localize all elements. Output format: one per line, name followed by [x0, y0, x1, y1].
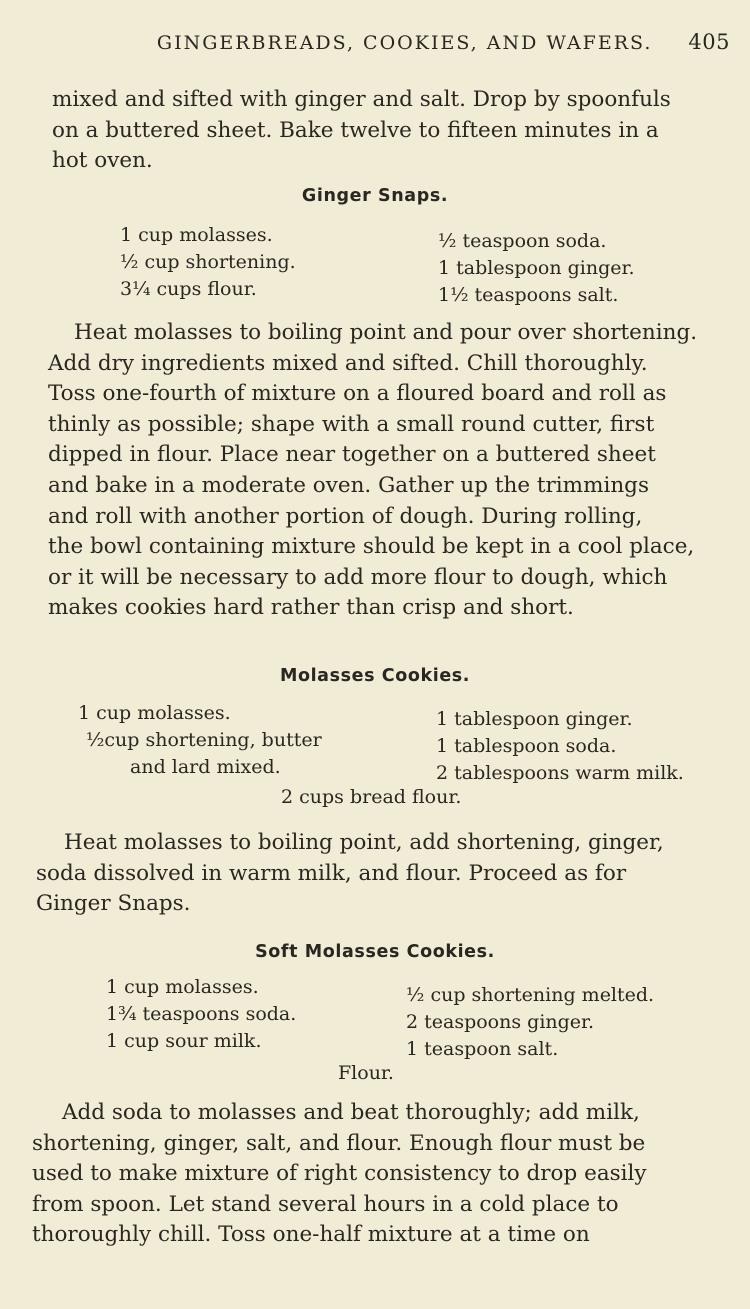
chapter-title: GINGERBREADS, COOKIES, AND WAFERS. — [156, 32, 653, 54]
ingredient: 1 cup molasses. — [120, 224, 273, 246]
text-line: makes cookies hard rather than crisp and short. — [48, 595, 574, 621]
recipe-heading-ginger-snaps: Ginger Snaps. — [301, 186, 449, 206]
method-soft-molasses-cookies — [32, 1098, 708, 1251]
text-line: mixed and sifted with ginger and salt. Drop by spoonfuls — [52, 87, 671, 112]
ingredients-left — [120, 222, 296, 303]
ingredient: 3¼ cups flour. — [120, 278, 257, 300]
ingredient: 1 tablespoon ginger. — [438, 257, 635, 279]
recipe-heading-molasses-cookies: Molasses Cookies. — [279, 666, 471, 686]
text-line: Add dry ingredients mixed and sifted. Chill thoroughly. — [48, 350, 648, 376]
text-line: the bowl containing mixture should be kept in a cool place, — [48, 534, 695, 560]
ingredient: 1½ teaspoons salt. — [438, 284, 619, 306]
ingredients-right — [406, 982, 654, 1063]
ingredient: ½ cup shortening. — [120, 251, 296, 273]
ingredients-right — [436, 706, 684, 787]
ingredient: ½ teaspoon soda. — [438, 230, 607, 252]
ingredient: 1 teaspoon salt. — [406, 1038, 559, 1060]
ingredient: 1 tablespoon soda. — [436, 735, 617, 757]
ingredient: and lard mixed. — [130, 756, 281, 778]
text-line: Heat molasses to boiling point and pour over shortening. — [74, 320, 698, 345]
ingredient: 1¾ teaspoons soda. — [106, 1003, 297, 1025]
intro-paragraph — [52, 85, 728, 177]
ingredient: 1 cup sour milk. — [106, 1030, 262, 1052]
text-line: shortening, ginger, salt, and flour. Enough flour must be — [32, 1130, 646, 1156]
text-line: thoroughly chill. Toss one-half mixture at a time on — [32, 1222, 590, 1248]
text-line: soda dissolved in warm milk, and flour. Proceed as for — [36, 860, 627, 886]
method-molasses-cookies — [36, 828, 712, 920]
method-ginger-snaps — [48, 318, 728, 624]
ingredient: 1 tablespoon ginger. — [436, 708, 633, 730]
ingredient: 2 tablespoons warm milk. — [436, 762, 684, 784]
recipe-heading-soft-molasses-cookies: Soft Molasses Cookies. — [255, 942, 495, 962]
text-line: hot oven. — [52, 148, 153, 174]
text-line: on a buttered sheet. Bake twelve to fifteen minutes in a — [52, 117, 659, 143]
ingredients-right — [438, 228, 635, 309]
ingredient-center: 2 cups bread flour. — [281, 786, 462, 808]
text-line: Ginger Snaps. — [36, 891, 191, 917]
text-line: Add soda to molasses and beat thoroughly; add milk, — [62, 1100, 640, 1125]
text-line: used to make mixture of right consistency to drop easily — [32, 1161, 647, 1187]
page-number: 405 — [688, 30, 730, 54]
running-header — [0, 30, 730, 54]
text-line: from spoon. Let stand several hours in a cold place to — [32, 1191, 619, 1217]
ingredient: 1 cup molasses. — [106, 976, 259, 998]
ingredient: ½ cup shortening melted. — [406, 984, 655, 1006]
ingredient: 1 cup molasses. — [78, 702, 231, 724]
text-line: dipped in flour. Place near together on a buttered sheet — [48, 442, 656, 468]
ingredient-center: Flour. — [338, 1062, 394, 1084]
text-line: and bake in a moderate oven. Gather up the trimmings — [48, 472, 649, 498]
text-line: Heat molasses to boiling point, add shortening, ginger, — [64, 830, 664, 855]
text-line: and roll with another portion of dough. During rolling, — [48, 503, 643, 529]
ingredients-left — [106, 974, 296, 1055]
text-line: Toss one-fourth of mixture on a floured board and roll as — [48, 381, 667, 407]
text-line: or it will be necessary to add more flour to dough, which — [48, 564, 668, 590]
ingredient: ½cup shortening, butter — [86, 729, 322, 751]
text-line: thinly as possible; shape with a small round cutter, first — [48, 411, 655, 437]
ingredients-left — [78, 700, 322, 781]
ingredient: 2 teaspoons ginger. — [406, 1011, 595, 1033]
